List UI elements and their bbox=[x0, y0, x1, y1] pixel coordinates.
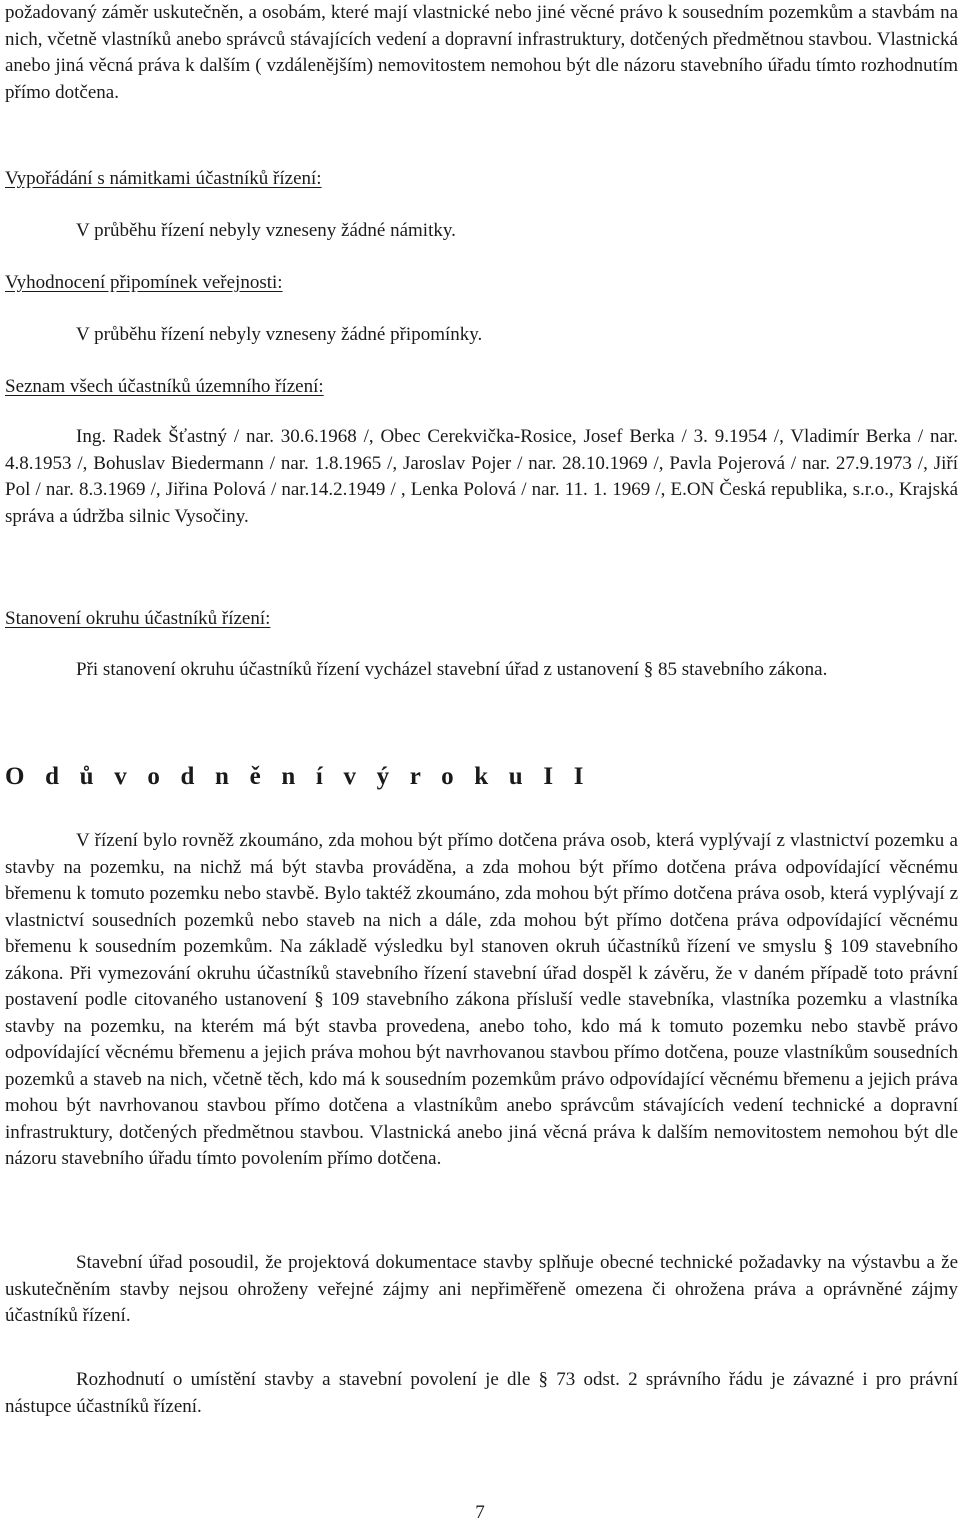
participants-list-text: Ing. Radek Šťastný / nar. 30.6.1968 /, Obec Cerekvička-Rosice, Josef Berka / 3. 9.1954 /, Vladimír Berka / nar. 4.8.1953 /, Bohuslav Biedermann / nar. 1.8.1965 /, Jaroslav Pojer / nar. 28.10.1969 /, Pavla Pojerová / nar. 27.9.1973 /, Jiří Pol / nar. 8.3.1969 /, Jiřina Polová / nar.14.2.1949 / , Lenka Polová / nar. 11. 1. 1969 /, E.ON Česká republika, s.r.o., Krajská správa a údržba silnic Vysočiny. bbox=[5, 426, 958, 527]
reasoning-paragraph-1: V řízení bylo rovněž zkoumáno, zda mohou být přímo dotčena práva osob, která vyplývají z vlastnictví pozemku a stavby na pozemku, na nichž má být stavba prováděna, a zda mohou být přímo dotčena práva odpovídající věcnému břemenu k tomuto pozemku nebo stavbě. Bylo taktéž zkoumáno, zda mohou být přímo dotčena práva osob, která vyplývají z vlastnictví sousedních pozemků nebo staveb na nich a dále, zda mohou být přímo dotčena práva odpovídající věcnému břemenu k sousedním pozemkům. Na základě výsledku byl stanoven okruh účastníků řízení ve smyslu § 109 stavebního zákona. Při vymezování okruhu účastníků stavebního řízení stavební úřad dospěl k závěru, že v daném případě toto právní postavení podle citovaného ustanovení § 109 stavebního zákona přísluší vedle stavebníka, vlastníka pozemku a vlastníka stavby na pozemku, na kterém má být stavba provedena, anebo toho, kdo má k tomuto pozemku nebo stavbě právo odpovídající věcnému břemenu a jejich práva mohou být navrhovanou stavbou přímo dotčena, pouze vlastníkům sousedních pozemků a staveb na nich, včetně těch, kdo má k sousedním pozemkům právo odpovídající věcnému břemenu a jejich práva mohou být navrhovanou stavbou přímo dotčena a vlastníkům anebo správcům stávajících vedení technické a dopravní infrastruktury, dotčených předmětnou stavbou. Vlastnická anebo jiná věcná práva k dalším nemovitostem nemohou být dle názoru stavebního úřadu tímto povolením přímo dotčena. bbox=[5, 830, 958, 1169]
objections-heading: Vypořádání s námitkami účastníků řízení: bbox=[5, 168, 322, 189]
public-comments-heading: Vyhodnocení připomínek veřejnosti: bbox=[5, 272, 283, 293]
objections-text: V průběhu řízení nebyly vzneseny žádné námitky. bbox=[76, 220, 456, 241]
reasoning-heading: O d ů v o d n ě n í v ý r o k u I I bbox=[5, 763, 591, 790]
participants-scope-heading: Stanovení okruhu účastníků řízení: bbox=[5, 608, 271, 629]
reasoning-paragraph-3: Rozhodnutí o umístění stavby a stavební povolení je dle § 73 odst. 2 správního řádu je závazné i pro právní nástupce účastníků řízení. bbox=[5, 1369, 958, 1417]
participants-list-heading: Seznam všech účastníků územního řízení: bbox=[5, 376, 324, 397]
intro-paragraph: požadovaný záměr uskutečněn, a osobám, které mají vlastnické nebo jiné věcné právo k sousedním pozemkům a stavbám na nich, včetně vlastníků anebo správců stávajících vedení a dopravní infrastruktury, dotčených předmětnou stavbou. Vlastnická anebo jiná věcná práva k dalším ( vzdálenějším) nemovitostem nemohou být dle názoru stavebního úřadu tímto rozhodnutím přímo dotčena. bbox=[5, 2, 958, 103]
participants-scope-text: Při stanovení okruhu účastníků řízení vycházel stavební úřad z ustanovení § 85 stavebního zákona. bbox=[76, 659, 828, 680]
page-number: 7 bbox=[475, 1502, 485, 1523]
reasoning-paragraph-2: Stavební úřad posoudil, že projektová dokumentace stavby splňuje obecné technické požadavky na výstavbu a že uskutečněním stavby nejsou ohroženy veřejné zájmy ani nepřiměřeně omezena či ohrožena práva a oprávněné zájmy účastníků řízení. bbox=[5, 1252, 958, 1326]
public-comments-text: V průběhu řízení nebyly vzneseny žádné připomínky. bbox=[76, 324, 483, 345]
